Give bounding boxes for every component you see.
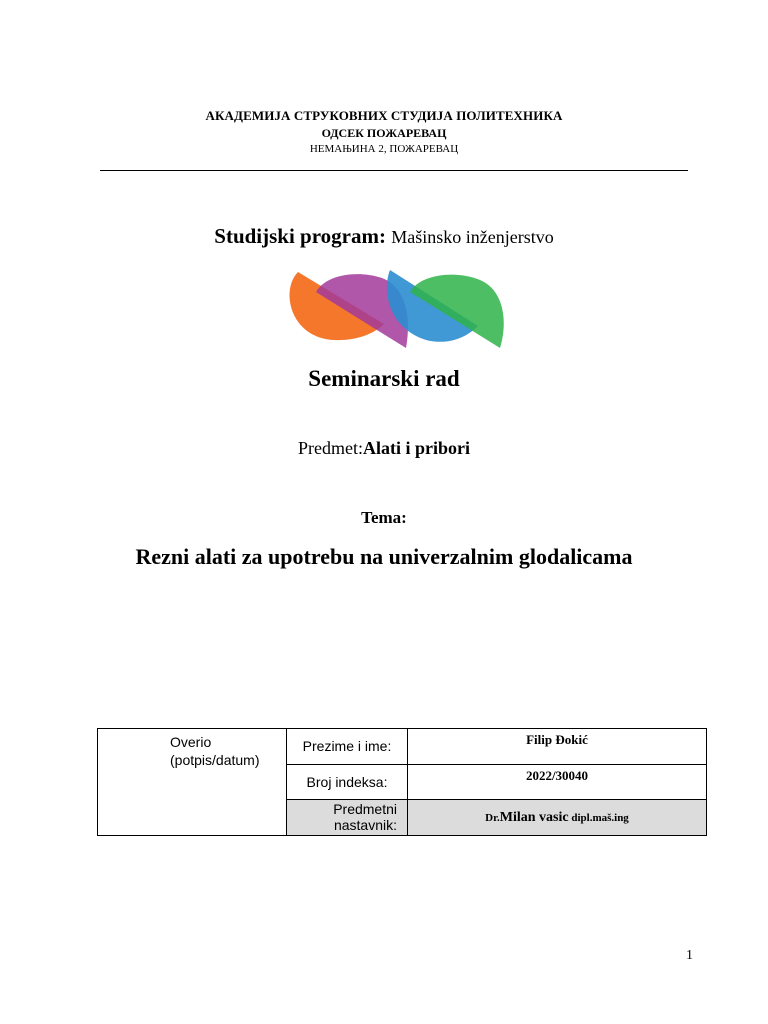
index-label: Broj indeksa: [306, 774, 388, 790]
table-row [98, 729, 707, 765]
approval-cell [98, 729, 287, 836]
name-label: Prezime i ime: [302, 738, 392, 754]
department-name: ОДСЕК ПОЖАРЕВАЦ [321, 126, 447, 140]
teacher-name: Milan vasic [499, 810, 569, 825]
name-value: Filip Đokić [526, 732, 588, 747]
theme-label: Tema: [361, 508, 407, 527]
index-value: 2022/30040 [525, 768, 589, 783]
institution-logo [286, 268, 508, 350]
institution-address: НЕМАЊИНА 2, ПОЖАРЕВАЦ [309, 143, 459, 155]
teacher-value-cell [408, 800, 707, 836]
teacher-suffix: dipl.maš.ing [571, 812, 629, 824]
theme-title: Rezni alati za upotrebu na univerzalnim glodalicama [135, 544, 633, 569]
info-table [97, 728, 707, 836]
study-program-value: Mašinsko inženjerstvo [391, 227, 554, 247]
subject-label: Predmet: [298, 438, 363, 458]
name-value-cell [408, 729, 707, 765]
document-type: Seminarski rad [308, 366, 460, 391]
subject [0, 438, 768, 459]
teacher-label-cell [287, 800, 408, 836]
subject-value: Alati i pribori [363, 438, 470, 458]
name-label-cell [287, 729, 408, 765]
teacher-prefix: Dr. [485, 812, 500, 824]
page-number: 1 [686, 948, 693, 963]
index-value-cell [408, 765, 707, 800]
institution-name: АКАДЕМИЈА СТРУКОВНИХ СТУДИЈА ПОЛИТЕХНИКА [205, 108, 563, 123]
header-divider [100, 170, 688, 171]
approval-label: Overio [170, 734, 212, 750]
teacher-label-line1: Predmetni [333, 801, 397, 817]
study-program [0, 224, 768, 249]
study-program-label: Studijski program: [214, 224, 386, 248]
index-label-cell [287, 765, 408, 800]
approval-sublabel: (potpis/datum) [170, 752, 260, 768]
teacher-label-line2: nastavnik: [333, 817, 397, 833]
